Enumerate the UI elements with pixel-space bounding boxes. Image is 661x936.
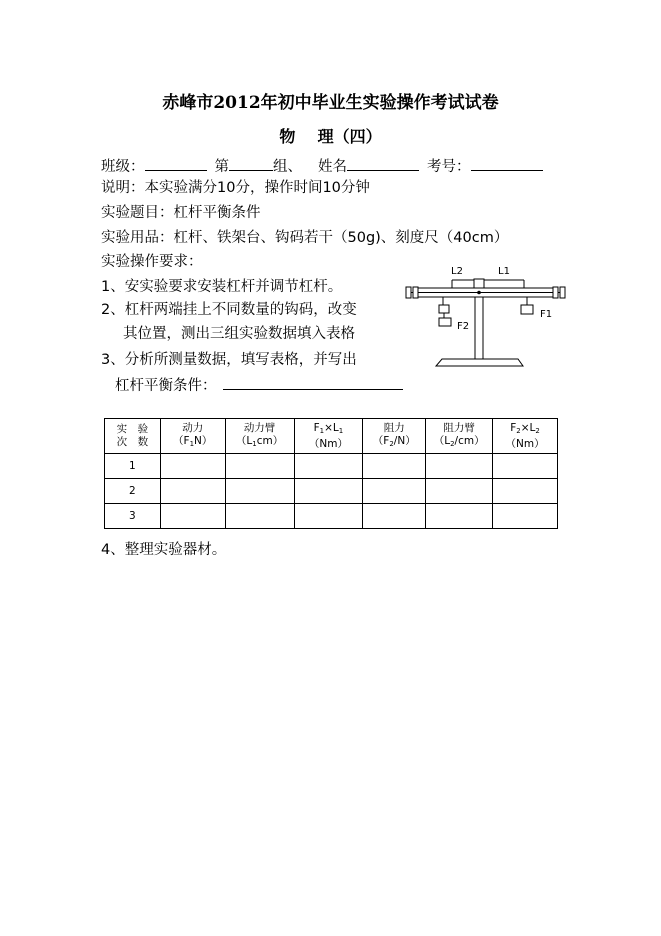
page-title: 赤峰市2012年初中毕业生实验操作考试试卷 <box>162 93 499 113</box>
table-cell[interactable] <box>160 504 225 529</box>
table-cell[interactable] <box>426 454 493 479</box>
step-1: 1、安实验要求安装杠杆并调节杠杆。 <box>101 279 343 295</box>
header-load-product: $F_2\times L_2$ （Nm） <box>493 419 558 454</box>
trial-number: 1 <box>105 454 161 479</box>
label-f2: F2 <box>457 321 470 332</box>
label-f1: F1 <box>540 309 553 320</box>
stand-base <box>436 359 523 366</box>
table-cell[interactable] <box>363 479 426 504</box>
group-field[interactable] <box>229 155 273 171</box>
weight-right <box>521 305 533 314</box>
student-info-line <box>101 155 543 177</box>
header-effort-arm: 动力臂 $(L_1cm)$ <box>225 419 294 454</box>
requirements-heading: 实验操作要求： <box>101 254 203 270</box>
step-3-label: 杠杆平衡条件： <box>115 378 217 394</box>
pivot-icon <box>477 291 481 295</box>
materials-text: 实验用品：杠杆、铁架台、钩码若干（50g)、刻度尺（40cm） <box>101 230 509 246</box>
exam-no-label: 考号： <box>427 159 471 175</box>
step-2-line-2: 其位置，测出三组实验数据填入表格 <box>123 326 355 342</box>
header-effort: 动力 $(F_1N)$ <box>160 419 225 454</box>
table-cell[interactable] <box>294 454 363 479</box>
table-row <box>105 454 558 479</box>
table-header-row <box>105 419 558 454</box>
table-cell[interactable] <box>493 504 558 529</box>
table-cell[interactable] <box>160 479 225 504</box>
table-cell[interactable] <box>225 504 294 529</box>
group-suffix: 组、 <box>273 159 302 175</box>
name-field[interactable] <box>347 155 419 171</box>
table-row <box>105 479 558 504</box>
lever-diagram <box>396 258 576 380</box>
table-cell[interactable] <box>363 504 426 529</box>
table-cell[interactable] <box>426 504 493 529</box>
weight-left-2 <box>439 318 451 326</box>
table-cell[interactable] <box>294 504 363 529</box>
table-cell[interactable] <box>160 454 225 479</box>
balance-condition-field[interactable] <box>223 374 403 390</box>
table-cell[interactable] <box>363 454 426 479</box>
table-row <box>105 504 558 529</box>
table-cell[interactable] <box>493 479 558 504</box>
name-label: 姓名 <box>318 159 347 175</box>
table-cell[interactable] <box>294 479 363 504</box>
label-l2: L2 <box>451 266 463 277</box>
header-load-arm: 阻力臂 $(L_2/cm)$ <box>426 419 493 454</box>
class-field[interactable] <box>145 155 207 171</box>
pivot-block <box>474 279 484 288</box>
step-3-line-2 <box>115 374 403 396</box>
header-trial: 实 验 次 数 <box>105 419 161 454</box>
trial-number: 2 <box>105 479 161 504</box>
label-l1: L1 <box>498 266 510 277</box>
class-label: 班级： <box>101 159 145 175</box>
header-effort-product: $F_1\times L_1$ （Nm） <box>294 419 363 454</box>
topic-text: 实验题目：杠杆平衡条件 <box>101 205 261 221</box>
subject-title: 物 理（四） <box>279 127 382 146</box>
table-cell[interactable] <box>225 454 294 479</box>
table-cell[interactable] <box>493 454 558 479</box>
trial-number: 3 <box>105 504 161 529</box>
table-cell[interactable] <box>426 479 493 504</box>
header-load: 阻力 $(F_2/N)$ <box>363 419 426 454</box>
step-3-line-1: 3、分析所测量数据，填写表格，并写出 <box>101 352 357 368</box>
exam-no-field[interactable] <box>471 155 543 171</box>
table-cell[interactable] <box>225 479 294 504</box>
step-4: 4、整理实验器材。 <box>101 542 227 558</box>
weight-left-1 <box>439 305 449 313</box>
description-text: 说明：本实验满分10分，操作时间10分钟 <box>101 180 370 196</box>
data-table <box>104 418 558 529</box>
group-prefix: 第 <box>214 159 229 175</box>
step-2-line-1: 2、杠杆两端挂上不同数量的钩码，改变 <box>101 302 357 318</box>
